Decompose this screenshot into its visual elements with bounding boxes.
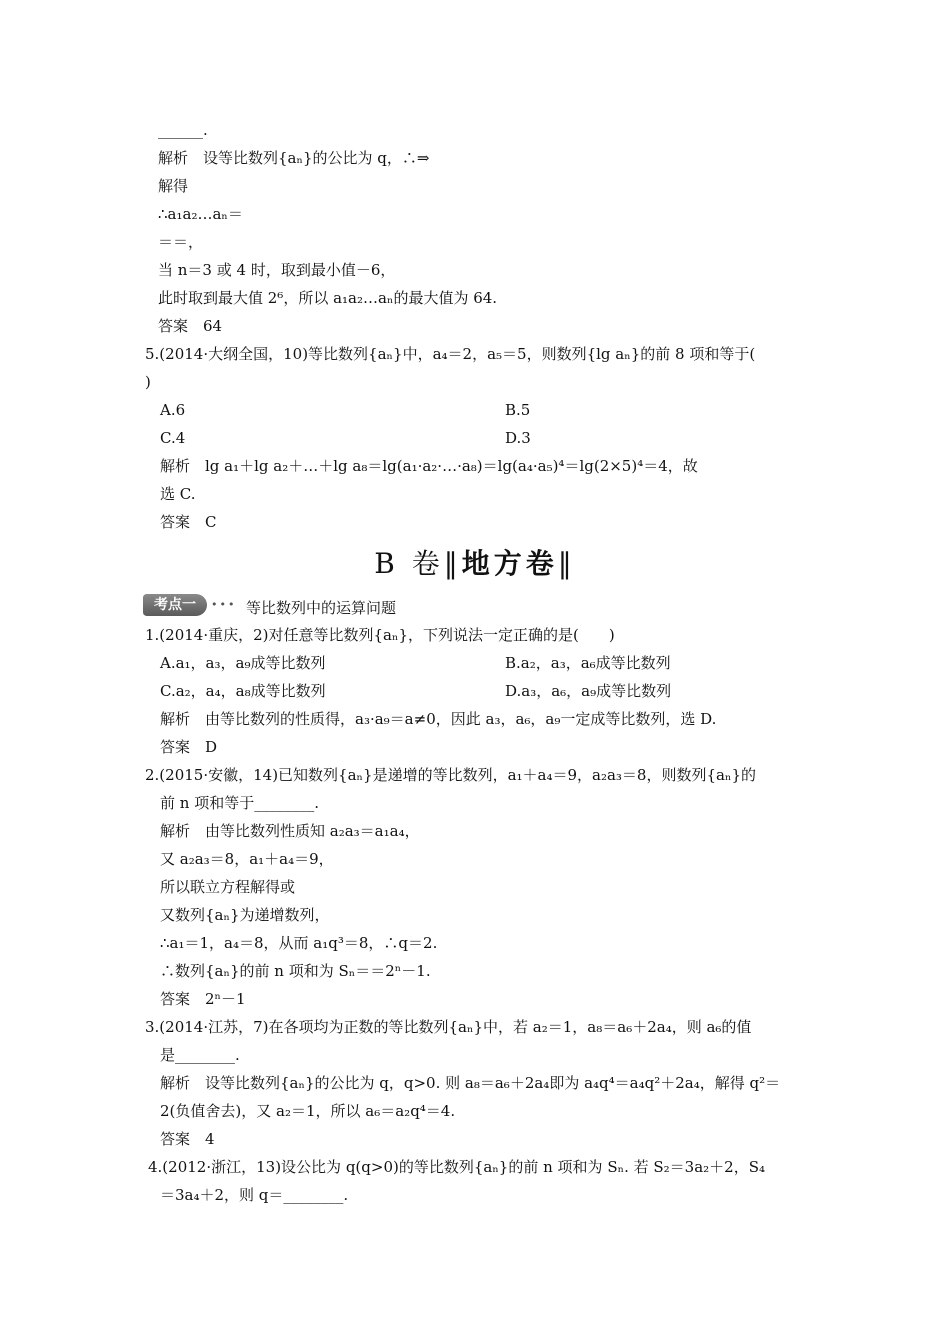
text-line-b3-l1: 3.(2014·江苏，7)在各项均为正数的等比数列{aₙ}中，若 a₂＝1，a₈＝a₆＋2a₄，则 a₆的值: [145, 1018, 752, 1036]
text-line-p1-l4: ＝＝，: [158, 233, 204, 251]
text-line-b3-s2: 2(负值舍去)，又 a₂＝1，所以 a₆＝a₂q⁴＝4.: [160, 1102, 456, 1120]
text-line-b1-optD: D.a₃，a₆，a₉成等比数列: [505, 682, 672, 700]
text-line-b1-optA: A.a₁，a₃，a₉成等比数列: [160, 654, 326, 672]
text-line-q5-ans: 答案 C: [160, 513, 217, 531]
section-bold: 地方卷: [461, 547, 558, 580]
text-line-b1-optB: B.a₂，a₃，a₆成等比数列: [505, 654, 671, 672]
text-line-b3-ans: 答案 4: [160, 1130, 215, 1148]
text-line-q5-sol1: 解析 lg a₁＋lg a₂＋…＋lg a₈＝lg(a₁·a₂·…·a₈)＝lg(a₄·a₅)⁴＝lg(2×5)⁴＝4，故: [160, 457, 698, 475]
topic-badge-label: 考点一: [143, 594, 207, 616]
text-line-b2-l1: 2.(2015·安徽，14)已知数列{aₙ}是递增的等比数列，a₁＋a₄＝9，a₂a₃＝8，则数列{aₙ}的: [145, 766, 756, 784]
text-line-b2-s4: 又数列{aₙ}为递增数列，: [160, 906, 330, 924]
text-line-b3-s1: 解析 设等比数列{aₙ}的公比为 q，q>0. 则 a₈＝a₆＋2a₄即为 a₄q⁴＝a₄q²＋2a₄，解得 q²＝: [160, 1074, 781, 1092]
text-line-b1-optC: C.a₂，a₄，a₈成等比数列: [160, 682, 326, 700]
text-line-p1-l3: ∴a₁a₂…aₙ＝: [158, 205, 243, 223]
text-line-q5-optC: C.4: [160, 429, 186, 447]
text-line-p1-l2: 解得: [158, 177, 189, 195]
topic-badge-dots: •••: [211, 598, 237, 611]
text-line-b3-l2: 是________.: [160, 1046, 240, 1064]
text-line-kd-title: 等比数列中的运算问题: [246, 599, 397, 617]
text-line-b2-s2: 又 a₂a₃＝8，a₁＋a₄＝9，: [160, 850, 334, 868]
text-line-p1-ans: 答案 64: [158, 317, 223, 335]
text-line-b1-ans: 答案 D: [160, 738, 218, 756]
text-line-b1-sol: 解析 由等比数列的性质得，a₃·a₉＝a≠0，因此 a₃，a₆，a₉一定成等比数列，选 D.: [160, 710, 717, 728]
text-line-q5-optD: D.3: [505, 429, 531, 447]
text-line-b2-l2: 前 n 项和等于________.: [160, 794, 319, 812]
text-line-q5-sol2: 选 C.: [160, 485, 196, 503]
text-line-q5-l2: ): [145, 373, 151, 391]
text-line-b2-s5: ∴a₁＝1，a₄＝8，从而 a₁q³＝8，∴q＝2.: [160, 934, 438, 952]
text-line-b4-l1: 4.(2012·浙江，13)设公比为 q(q>0)的等比数列{aₙ}的前 n 项和为 Sₙ. 若 S₂＝3a₂＋2，S₄: [148, 1158, 766, 1176]
text-line-p1-l1: 解析 设等比数列{aₙ}的公比为 q，∴⇒: [158, 149, 430, 167]
text-line-b2-ans: 答案 2ⁿ－1: [160, 990, 246, 1008]
section-suffix: ‖: [557, 547, 576, 580]
text-line-b2-s1: 解析 由等比数列性质知 a₂a₃＝a₁a₄，: [160, 822, 420, 840]
text-line-b2-s6: ∴数列{aₙ}的前 n 项和为 Sₙ＝＝2ⁿ－1.: [160, 962, 431, 980]
text-line-b2-s3: 所以联立方程解得或: [160, 878, 296, 896]
section-title: [0, 546, 950, 582]
text-line-p1-l6: 此时取到最大值 2⁶，所以 a₁a₂…aₙ的最大值为 64.: [158, 289, 498, 307]
text-line-b4-l2: ＝3a₄＋2，则 q＝________.: [160, 1186, 349, 1204]
text-line-q5-optA: A.6: [160, 401, 186, 419]
topic-badge: [143, 592, 237, 618]
text-line-q5-optB: B.5: [505, 401, 531, 419]
section-prefix: B 卷‖: [374, 547, 462, 580]
text-line-blank-prev: ______.: [158, 121, 208, 139]
text-line-b1-l1: 1.(2014·重庆，2)对任意等比数列{aₙ}，下列说法一定正确的是( ): [145, 626, 615, 644]
text-line-q5-l1: 5.(2014·大纲全国，10)等比数列{aₙ}中，a₄＝2，a₅＝5，则数列{lg aₙ}的前 8 项和等于(: [145, 345, 756, 363]
text-line-p1-l5: 当 n＝3 或 4 时，取到最小值－6，: [158, 261, 396, 279]
